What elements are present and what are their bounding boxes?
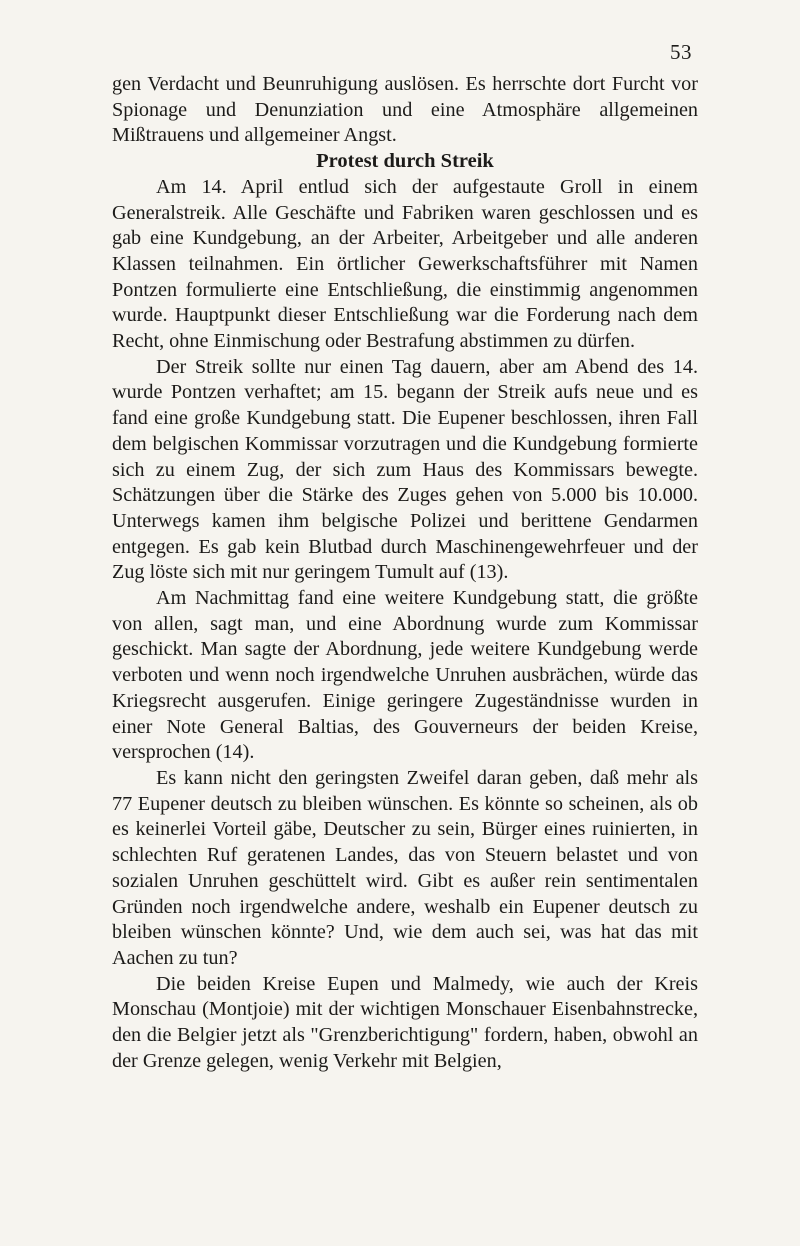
paragraph: Es kann nicht den geringsten Zweifel daran geben, daß mehr als 77 Eupener deutsch zu bleiben wünschen. Es könnte so scheinen, als ob es keinerlei Vorteil gäbe, Deutscher zu sein, Bürger eines ruinierten, in schlechten Ruf geratenen Landes, das von Steuern belastet und von sozialen Unruhen geschüttelt wird. Gibt es außer rein sentimentalen Gründen noch irgendwelche andere, weshalb ein Eupener deutsch zu bleiben wünschen könnte? Und, wie dem auch sei, was hat das mit Aachen zu tun? [112, 766, 698, 969]
body-text [112, 72, 698, 1074]
paragraph: Der Streik sollte nur einen Tag dauern, aber am Abend des 14. wurde Pontzen verhaftet; am 15. begann der Streik aufs neue und es fand eine große Kundgebung statt. Die Eupener beschlossen, ihren Fall dem belgischen Kommissar vorzutragen und die Kundgebung formierte sich zu einem Zug, der sich zum Haus des Kommissars bewegte. Schätzungen über die Stärke des Zuges gehen von 5.000 bis 10.000. Unterwegs kamen ihm belgische Polizei und berittene Gendarmen entgegen. Es gab kein Blutbad durch Maschinengewehrfeuer und der Zug löste sich mit nur geringem Tumult auf (13). [112, 355, 698, 584]
paragraph: Die beiden Kreise Eupen und Malmedy, wie auch der Kreis Monschau (Montjoie) mit der wichtigen Monschauer Eisenbahnstrecke, den die Belgier jetzt als "Grenzberichtigung" fordern, haben, obwohl an der Grenze gelegen, wenig Verkehr mit Belgien, [112, 972, 698, 1072]
section-heading: Protest durch Streik [316, 150, 494, 173]
paragraph: Am Nachmittag fand eine weitere Kundgebung statt, die größte von allen, sagt man, und eine Abordnung wurde zum Kommissar geschickt. Man sagte der Abordnung, jede weitere Kundgebung werde verboten und wenn noch irgendwelche Unruhen ausbrächen, würde das Kriegsrecht ausgerufen. Einige geringere Zugeständnisse wurden in einer Note General Baltias, des Gouverneurs der beiden Kreise, versprochen (14). [112, 587, 698, 764]
intro-paragraph: gen Verdacht und Beunruhigung auslösen. Es herrschte dort Furcht vor Spionage und Denunziation und eine Atmosphäre allgemeinen Mißtrauens und allgemeiner Angst. [112, 73, 698, 147]
page-number: 53 [670, 40, 692, 64]
paragraph: Am 14. April entlud sich der aufgestaute Groll in einem Generalstreik. Alle Geschäfte und Fabriken waren geschlossen und es gab eine Kundgebung, an der Arbeiter, Arbeitgeber und alle anderen Klassen teilnahmen. Ein örtlicher Gewerkschaftsführer mit Namen Pontzen formulierte eine Entschließung, die einstimmig angenommen wurde. Hauptpunkt dieser Entschließung war die Forderung nach dem Recht, ohne Einmischung oder Bestrafung abstimmen zu dürfen. [112, 175, 698, 353]
